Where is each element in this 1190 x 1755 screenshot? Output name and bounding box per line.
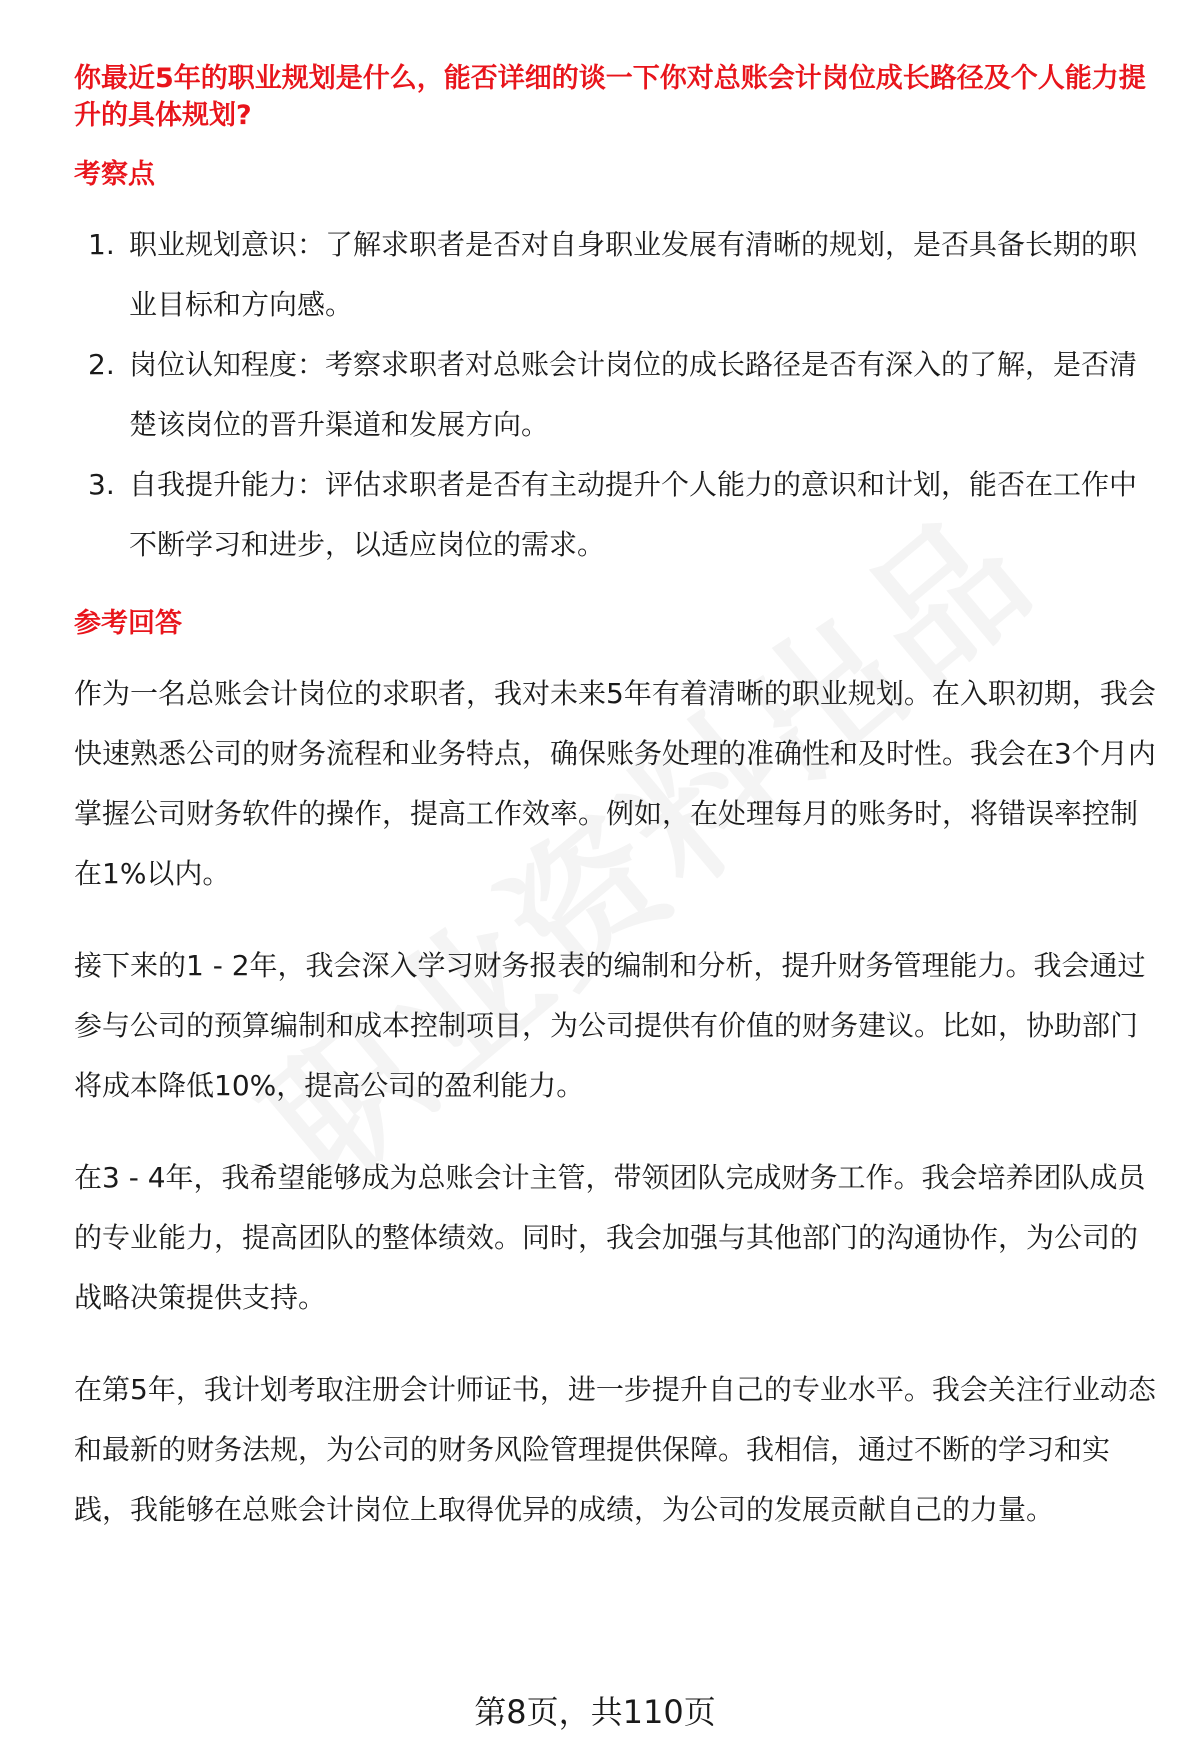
points-heading: 考察点 xyxy=(74,159,155,190)
answer-heading: 参考回答 xyxy=(74,608,182,639)
page-footer: 第8页，共110页 xyxy=(474,1693,716,1731)
answer-body xyxy=(74,664,1160,1540)
list-item xyxy=(74,455,1160,575)
list-item-text: 职业规划意识：了解求职者是否对自身职业发展有清晰的规划，是否具备长期的职业目标和方向感。 xyxy=(129,228,1138,321)
list-item xyxy=(74,335,1160,455)
answer-paragraph: 在3 - 4年，我希望能够成为总账会计主管，带领团队完成财务工作。我会培养团队成员的专业能力，提高团队的整体绩效。同时，我会加强与其他部门的沟通协作，为公司的战略决策提供支持。 xyxy=(74,1161,1146,1314)
points-list xyxy=(74,215,1160,575)
answer-paragraph: 作为一名总账会计岗位的求职者，我对未来5年有着清晰的职业规划。在入职初期，我会快速熟悉公司的财务流程和业务特点，确保账务处理的准确性和及时性。我会在3个月内掌握公司财务软件的操作，提高工作效率。例如，在处理每月的账务时，将错误率控制在1%以内。 xyxy=(74,677,1156,890)
page-content xyxy=(74,60,1160,1572)
list-item-number: 2. xyxy=(88,348,115,381)
answer-paragraph: 在第5年，我计划考取注册会计师证书，进一步提升自己的专业水平。我会关注行业动态和最新的财务法规，为公司的财务风险管理提供保障。我相信，通过不断的学习和实践，我能够在总账会计岗位上取得优异的成绩，为公司的发展贡献自己的力量。 xyxy=(74,1373,1156,1526)
list-item-text: 自我提升能力：评估求职者是否有主动提升个人能力的意识和计划，能否在工作中不断学习和进步，以适应岗位的需求。 xyxy=(129,468,1138,561)
question-title: 你最近5年的职业规划是什么，能否详细的谈一下你对总账会计岗位成长路径及个人能力提升的具体规划? xyxy=(74,63,1146,131)
list-item-number: 1. xyxy=(88,228,115,261)
answer-paragraph: 接下来的1 - 2年，我会深入学习财务报表的编制和分析，提升财务管理能力。我会通过参与公司的预算编制和成本控制项目，为公司提供有价值的财务建议。比如，协助部门将成本降低10%，提高公司的盈利能力。 xyxy=(74,949,1146,1102)
list-item-text: 岗位认知程度：考察求职者对总账会计岗位的成长路径是否有深入的了解，是否清楚该岗位的晋升渠道和发展方向。 xyxy=(129,348,1138,441)
list-item xyxy=(74,215,1160,335)
list-item-number: 3. xyxy=(88,468,115,501)
